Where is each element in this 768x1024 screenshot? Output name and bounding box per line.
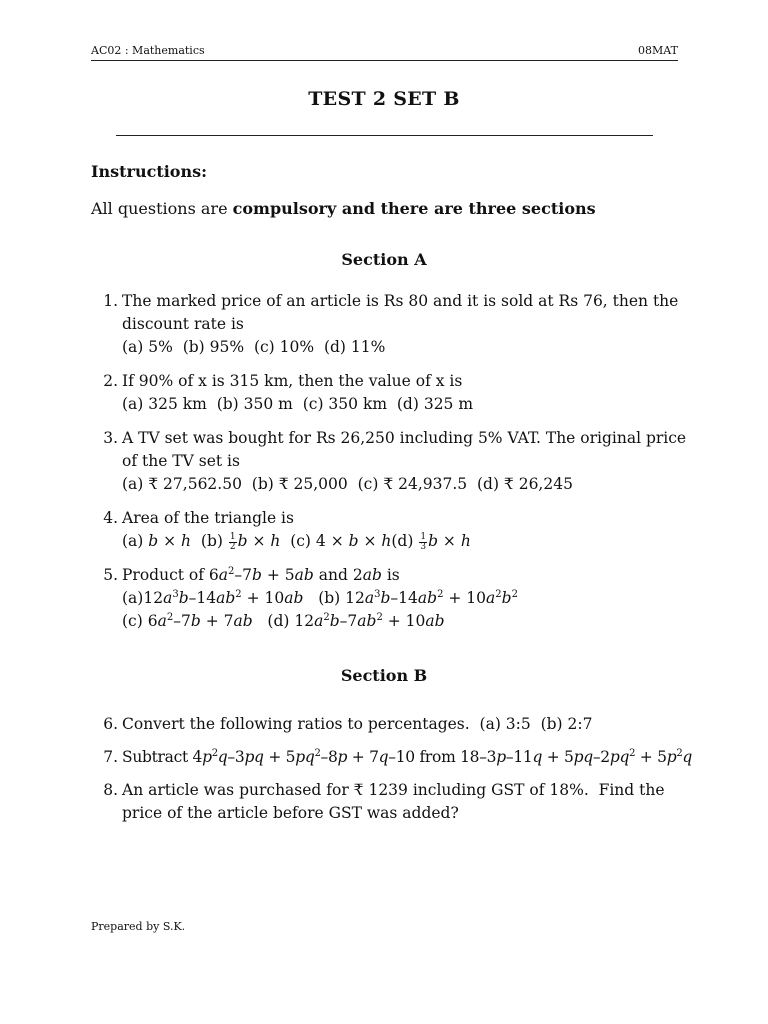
section-b-heading: Section B (340, 666, 428, 685)
question-text: An article was purchased for ₹ 1239 including GST of 18%. Find the (122, 781, 665, 799)
question-text: discount rate is (122, 315, 244, 333)
question-text: of the TV set is (122, 452, 240, 470)
fraction-third: $\frac{1}{3}$ (420, 531, 427, 552)
instructions-pre: All questions are (91, 199, 233, 218)
question-options: (c) $6a^2-7b + 7ab$ (d) $12a^2b-7ab^2 + 10ab$ (122, 611, 445, 630)
question-number: 6. (103, 715, 118, 733)
page-header (91, 44, 678, 61)
question-text: Subtract $4p^2q-3pq + 5pq^2-8p + 7q-10$ from $18-3p-11q + 5pq-2pq^2 + 5p^2q$ (122, 747, 692, 766)
option-b: (b) 12 (318, 589, 365, 607)
instructions-heading: Instructions: (91, 162, 208, 181)
option-a: (a)12 (122, 589, 164, 607)
question-number: 8. (103, 781, 118, 799)
fraction-half: $\frac{1}{2}$ (229, 531, 236, 552)
question-text: price of the article before GST was added? (122, 804, 459, 822)
question-text: Area of the triangle is (122, 509, 294, 527)
question-text: Product of $6a^2-7b + 5ab$ and 2ab is (122, 565, 400, 584)
option-c: (c) 4 × (290, 532, 349, 550)
question-number: 1. (103, 292, 118, 310)
question-number: 3. (103, 429, 118, 447)
option-c: (c) 6 (122, 612, 158, 630)
title-rule (116, 135, 653, 136)
question-text: Convert the following ratios to percentages. (a) 3:5 (b) 2:7 (122, 715, 593, 733)
footer-credit: Prepared by S.K. (91, 920, 186, 933)
question-text: A TV set was bought for Rs 26,250 including 5% VAT. The original price (122, 429, 687, 447)
question-number: 7. (103, 748, 118, 766)
page-title: TEST 2 SET B (308, 88, 460, 110)
question-number: 4. (103, 509, 118, 527)
instructions-bold: compulsory and there are three sections (232, 199, 596, 218)
question-text: If 90% of x is 315 km, then the value of x is (122, 372, 463, 390)
question-options: (a) 5% (b) 95% (c) 10% (d) 11% (122, 338, 386, 356)
option-d: (d) (391, 532, 419, 550)
question-options: (a) 325 km (b) 350 m (c) 350 km (d) 325 m (122, 395, 474, 413)
question-options: (a) b × h (b) $\frac{1}{2}$ b × h (c) 4 × b × h(d) $\frac{1}{3}$ b × h (122, 531, 471, 552)
question-text: The marked price of an article is Rs 80 and it is sold at Rs 76, then the (122, 292, 679, 310)
option-d: (d) 12 (267, 612, 315, 630)
question-number: 5. (103, 566, 118, 584)
question-options: (a) ₹ 27,562.50 (b) ₹ 25,000 (c) ₹ 24,937.5 (d) ₹ 26,245 (122, 475, 573, 493)
option-b: (b) (200, 532, 228, 550)
instructions-text (91, 199, 596, 218)
header-course: AC02 : Mathematics (91, 44, 205, 57)
question-number: 2. (103, 372, 118, 390)
section-a-heading: Section A (341, 250, 427, 269)
option-a: (a) (122, 532, 149, 550)
header-code: 08MAT (638, 44, 678, 57)
question-options: $(a)12a^3b-14ab^2 + 10ab$ (b) $12a^3b-14ab^2 + 10a^2b^2$ (122, 588, 518, 607)
